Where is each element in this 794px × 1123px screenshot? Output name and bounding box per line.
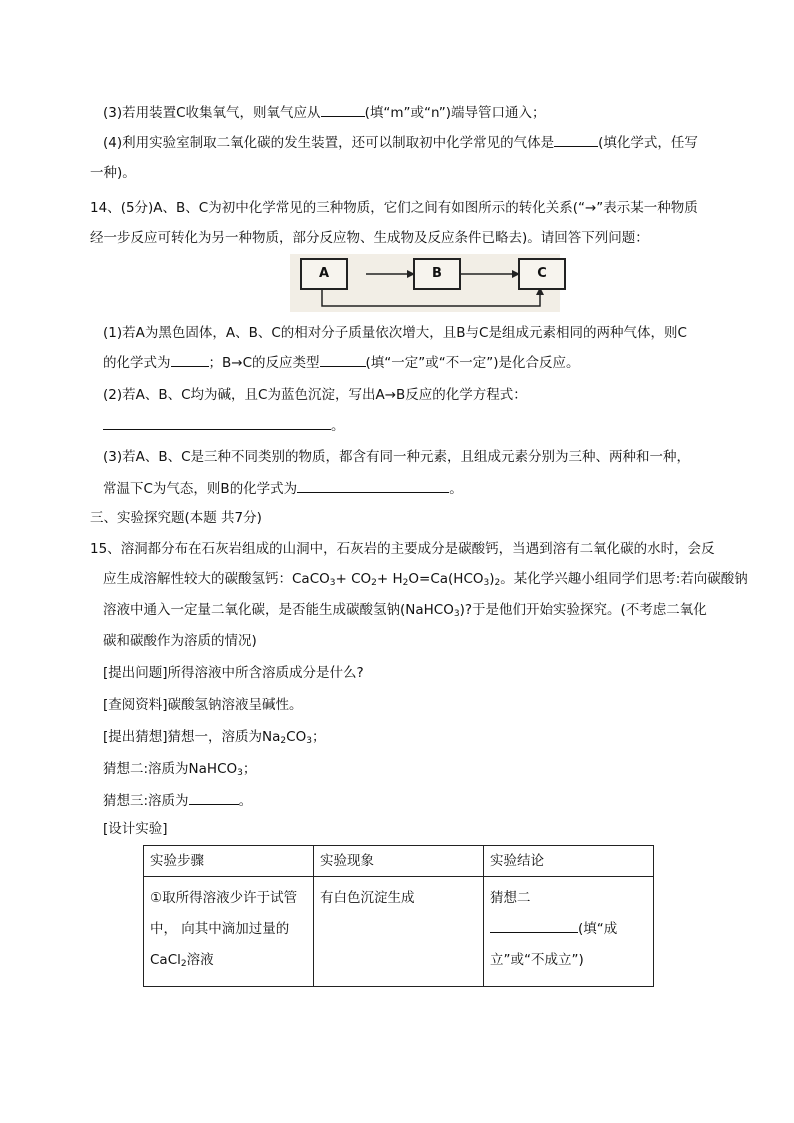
text: (填“一定”或“不一定”)是化合反应。 <box>365 355 580 371</box>
text: 经一步反应可转化为另一种物质，部分反应物、生成物及反应条件已略去)。请回答下列问题： <box>90 230 649 246</box>
hypothesis-1 <box>103 727 325 751</box>
box-b: B <box>413 258 461 290</box>
text: 溶洞都分布在石灰岩组成的山洞中，石灰岩的主要成分是碳酸钙，当遇到溶有二氧化碳的水时，会反 <box>120 541 715 557</box>
text: (填“成 <box>578 921 618 937</box>
text: 猜想三:溶质为 <box>103 793 189 809</box>
subscript: 2 <box>402 578 409 588</box>
table-row <box>144 877 654 987</box>
q13-part4 <box>103 132 698 153</box>
subscript: 2 <box>494 578 501 588</box>
text: (3)若用装置C收集氧气，则氧气应从 <box>103 105 321 121</box>
text: 碳和碳酸作为溶质的情况) <box>103 633 257 649</box>
subscript: 3 <box>329 578 336 588</box>
q14-part1 <box>103 352 580 373</box>
table-header <box>144 846 654 877</box>
answer-blank[interactable] <box>103 415 331 430</box>
text: (填“m”或“n”)端导管口通入； <box>364 105 546 121</box>
text: 。 <box>331 418 345 434</box>
box-c: C <box>518 258 566 290</box>
q15-line1 <box>90 539 715 559</box>
text: 溶液中通入一定量二氧化碳，是否能生成碳酸氢钠(NaHCO <box>103 602 454 618</box>
text: [提出猜想]猜想一，溶质为Na <box>103 729 281 745</box>
header-cell: 实验现象 <box>314 846 484 877</box>
text: (5分)A、B、C为初中化学常见的三种物质，它们之间有如图所示的转化关系(“→”表示某一种物质 <box>120 200 698 216</box>
text: (2)若A、B、C均为碱，且C为蓝色沉淀，写出A→B反应的化学方程式： <box>103 387 527 403</box>
q14-line1 <box>90 198 698 218</box>
question-number: 14、 <box>90 200 121 216</box>
text: O=Ca(HCO <box>408 571 484 587</box>
hypothesis-3 <box>103 790 252 811</box>
q14-part3 <box>103 478 463 499</box>
header-cell: 实验结论 <box>484 846 654 877</box>
q14-part2-answer <box>103 415 345 436</box>
text: CO <box>286 729 307 745</box>
text: ； <box>242 761 257 777</box>
text: [设计实验] <box>103 821 168 837</box>
observation-cell: 有白色沉淀生成 <box>314 877 484 987</box>
text: [查阅资料]碳酸氢钠溶液呈碱性。 <box>103 697 303 713</box>
answer-blank[interactable] <box>171 352 209 367</box>
subscript: 2 <box>280 736 287 746</box>
answer-blank[interactable] <box>320 352 366 367</box>
answer-blank[interactable] <box>189 790 239 805</box>
experiment-table <box>143 845 654 987</box>
text: 常温下C为气态，则B的化学式为 <box>103 481 298 497</box>
q15-line3 <box>103 600 707 624</box>
text: 。 <box>449 481 463 497</box>
text: 。某化学兴趣小组同学们思考:若向碳酸钠 <box>500 571 748 587</box>
answer-blank[interactable] <box>321 102 365 117</box>
text: [提出问题]所得溶液中所含溶质成分是什么? <box>103 665 364 681</box>
hypothesis-2 <box>103 759 256 783</box>
text: ) <box>489 571 495 587</box>
answer-blank[interactable] <box>490 918 578 933</box>
conclusion-cell <box>484 877 654 987</box>
text: 的化学式为 <box>103 355 171 371</box>
section-heading: 三、实验探究题(本题 共7分) <box>90 510 262 526</box>
question-number: 15、 <box>90 541 121 557</box>
text: + H <box>376 571 403 587</box>
text: 应生成溶解性较大的碳酸氢钙：CaCO <box>103 571 330 587</box>
header-cell: 实验步骤 <box>144 846 314 877</box>
box-a: A <box>300 258 348 290</box>
text: ； <box>311 729 326 745</box>
text: 一种)。 <box>90 165 136 181</box>
text: (3)若A、B、C是三种不同类别的物质，都含有同一种元素，且组成元素分别为三种、两种和一种， <box>103 449 691 465</box>
subscript: 3 <box>306 736 312 746</box>
text: 中， 向其中滴加过量的 <box>150 921 290 937</box>
text: + CO <box>335 571 372 587</box>
subscript: 2 <box>371 578 377 588</box>
text: (4)利用实验室制取二氧化碳的发生装置，还可以制取初中化学常见的气体是 <box>103 135 555 151</box>
answer-blank[interactable] <box>554 132 598 147</box>
step-cell <box>144 877 314 987</box>
text: 猜想二 <box>490 890 531 906</box>
text: 立”或“不成立”) <box>490 952 584 968</box>
text: (填化学式，任写 <box>598 135 698 151</box>
text: (1)若A为黑色固体，A、B、C的相对分子质量依次增大，且B与C是组成元素相同的两种气体，则C <box>103 325 687 341</box>
conversion-diagram <box>290 254 560 312</box>
text: CaCl$_2$溶液 <box>150 952 214 969</box>
q15-line2 <box>103 569 748 593</box>
subscript: 3 <box>237 768 243 778</box>
text: ①取所得溶液少许于试管 <box>150 890 298 906</box>
text: 猜想二:溶质为NaHCO <box>103 761 238 777</box>
subscript: 3 <box>453 609 460 619</box>
text: )?于是他们开始实验探究。(不考虑二氧化 <box>459 602 707 618</box>
q13-part3 <box>103 102 546 123</box>
subscript: 3 <box>483 578 490 588</box>
text: 。 <box>238 793 253 809</box>
answer-blank[interactable] <box>297 478 449 493</box>
text: ；B→C的反应类型 <box>208 355 320 371</box>
